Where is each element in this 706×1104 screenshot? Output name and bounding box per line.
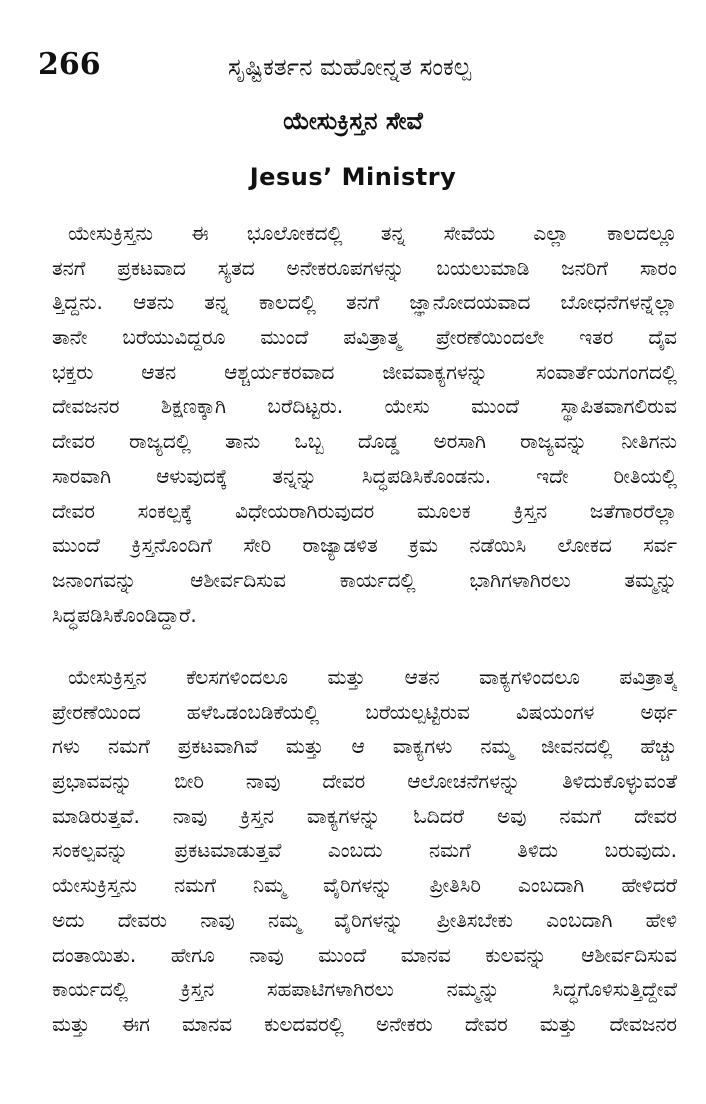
text-line: ಕಾರ್ಯದಲ್ಲಿ ಕ್ರಿಸ್ತನ ಸಹಪಾಟಿಗಳಾಗಿರಲು ನಮ್ಮನ್ನು ಸಿದ್ಧಗೊಳಿಸುತ್ತಿದ್ದೇವೆ xyxy=(52,977,677,1002)
page-number: 266 xyxy=(38,47,101,82)
paragraph-1 xyxy=(52,216,677,632)
text-line: ಮತ್ತು ಈಗ ಮಾನವ ಕುಲದವರಲ್ಲಿ ಅನೇಕರು ದೇವರ ಮತ್ತು ದೇವಜನರ xyxy=(52,1011,677,1036)
text-line: ಮುಂದೆ ಕ್ರಿಸ್ತನೊಂದಿಗೆ ಸೇರಿ ರಾಜ್ಯಾಡಳಿತ ಕ್ರಮ ನಡೆಯಿಸಿ ಲೋಕದ ಸರ್ವ xyxy=(52,533,677,558)
text-line: ಯೇಸುಕ್ರಿಸ್ತನ ಕೆಲಸಗಳಿಂದಲೂ ಮತ್ತು ಆತನ ವಾಕ್ಯಗಳಿಂದಲೂ ಪವಿತ್ರಾತ್ಮ xyxy=(68,665,677,689)
page-header xyxy=(38,46,668,86)
text-line: ತಾನೇ ಬರೆಯುವಿದ್ದರೂ ಮುಂದೆ ಪವಿತ್ರಾತ್ಮ ಪ್ರೇರಣೆಯಿಂದಲೇ ಇತರ ದೈವ xyxy=(52,325,677,350)
text-line: ತನಗೆ ಪ್ರಕಟವಾದ ಸ್ಯತದ ಅನೇಕರೂಪಗಳನ್ನು ಬಯಲುಮಾಡಿ ಜನರಿಗೆ ಸಾರಂ xyxy=(52,255,677,280)
text-line: ದೇವರ ಸಂಕಲ್ಪಕ್ಕೆ ವಿಧೇಯರಾಗಿರುವುದರ ಮೂಲಕ ಕ್ರಿಸ್ತನ ಜತೆಗಾರರೆಲ್ಲಾ xyxy=(52,498,677,523)
text-line: ದೇವಜನರ ಶಿಕ್ಷಣಕ್ಕಾಗಿ ಬರೆದಿಟ್ಟರು. ಯೇಸು ಮುಂದೆ ಸ್ಥಾಪಿತವಾಗಲಿರುವ xyxy=(52,394,677,419)
running-title: ಸೃಷ್ಟಿಕರ್ತನ ಮಹೋನ್ನತ ಸಂಕಲ್ಪ xyxy=(228,53,472,81)
text-line: ಪ್ರೇರಣೆಯಿಂದ ಹಳೆಒಡಂಬಡಿಕೆಯಲ್ಲಿ ಬರೆಯಲ್ಪಟ್ಟಿರುವ ವಿಷಯಂಗಳ ಅರ್ಥ xyxy=(52,699,677,724)
text-line: ಮಾಡಿರುತ್ತವೆ. ನಾವು ಕ್ರಿಸ್ತನ ವಾಕ್ಯಗಳನ್ನು ಓದಿದರೆ ಅವು ನಮಗೆ ದೇವರ xyxy=(52,803,677,828)
section-heading-english: Jesus’ Ministry xyxy=(249,163,457,191)
text-line: ಗಳು ನಮಗೆ ಪ್ರಕಟವಾಗಿವೆ ಮತ್ತು ಆ ವಾಕ್ಯಗಳು ನಮ್ಮ ಜೀವನದಲ್ಲಿ ಹೆಚ್ಚು xyxy=(52,734,677,759)
text-line: ಜನಾಂಗವನ್ನು ಆಶೀರ್ವದಿಸುವ ಕಾರ್ಯದಲ್ಲಿ ಭಾಗಿಗಳಾಗಿರಲು ತಮ್ಮನ್ನು xyxy=(52,567,677,592)
text-line: ದೇವರ ರಾಜ್ಯದಲ್ಲಿ ತಾನು ಒಬ್ಬ ದೊಡ್ಡ ಅರಸಾಗಿ ರಾಜ್ಯವನ್ನು ನೀತಿಗನು xyxy=(52,429,677,454)
text-line: ಯೇಸುಕ್ರಿಸ್ತನು ಈ ಭೂಲೋಕದಲ್ಲಿ ತನ್ನ ಸೇವೆಯ ಎಲ್ಲಾ ಕಾಲದಲ್ಲೂ xyxy=(68,221,677,245)
text-line: ಯೇಸುಕ್ರಿಸ್ತನು ನಮಗೆ ನಿಮ್ಮ ವೈರಿಗಳನ್ನು ಪ್ರೀತಿಸಿರಿ ಎಂಬದಾಗಿ ಹೇಳಿದರೆ xyxy=(52,873,677,898)
section-heading-kannada: ಯೇಸುಕ್ರಿಸ್ತನ ಸೇವೆ xyxy=(283,107,423,135)
text-line: ದಂತಾಯಿತು. ಹೇಗೂ ನಾವು ಮುಂದೆ ಮಾನವ ಕುಲವನ್ನು ಆಶೀರ್ವದಿಸುವ xyxy=(52,942,677,967)
text-line: ಅದು ದೇವರು ನಾವು ನಮ್ಮ ವೈರಿಗಳನ್ನು ಪ್ರೀತಿಸಬೇಕು ಎಂಬದಾಗಿ ಹೇಳಿ xyxy=(52,907,677,932)
text-line: ಭಕ್ತರು ಆತನ ಆಶ್ಚರ್ಯಕರವಾದ ಜೀವವಾಕ್ಯಗಳನ್ನು ಸಂವಾರ್ತೆಯಗಂಗದಲ್ಲಿ xyxy=(52,359,677,384)
text-line: ತ್ತಿದ್ದನು. ಆತನು ತನ್ನ ಕಾಲದಲ್ಲಿ ತನಗೆ ಜ್ಞಾನೋದಯವಾದ ಬೋಧನೆಗಳನ್ನೆಲ್ಲಾ xyxy=(52,290,677,315)
text-line: ಪ್ರಭಾವವನ್ನು ಬೀರಿ ನಾವು ದೇವರ ಆಲೋಚನೆಗಳನ್ನು ತಿಳಿದುಕೊಳ್ಳುವಂತೆ xyxy=(52,769,677,794)
text-line: ಸಂಕಲ್ಪವನ್ನು ಪ್ರಕಟಮಾಡುತ್ತವೆ ಎಂಬದು ನಮಗೆ ತಿಳಿದು ಬರುವುದು. xyxy=(52,838,677,863)
paragraph-2 xyxy=(52,660,677,1042)
text-line: ಸಾರವಾಗಿ ಆಳುವುದಕ್ಕೆ ತನ್ನನ್ನು ಸಿದ್ಧಪಡಿಸಿಕೊಂಡನು. ಇದೇ ರೀತಿಯಲ್ಲಿ xyxy=(52,463,677,488)
text-line: ಸಿದ್ಧಪಡಿಸಿಕೊಂಡಿದ್ದಾರೆ. xyxy=(52,602,197,627)
